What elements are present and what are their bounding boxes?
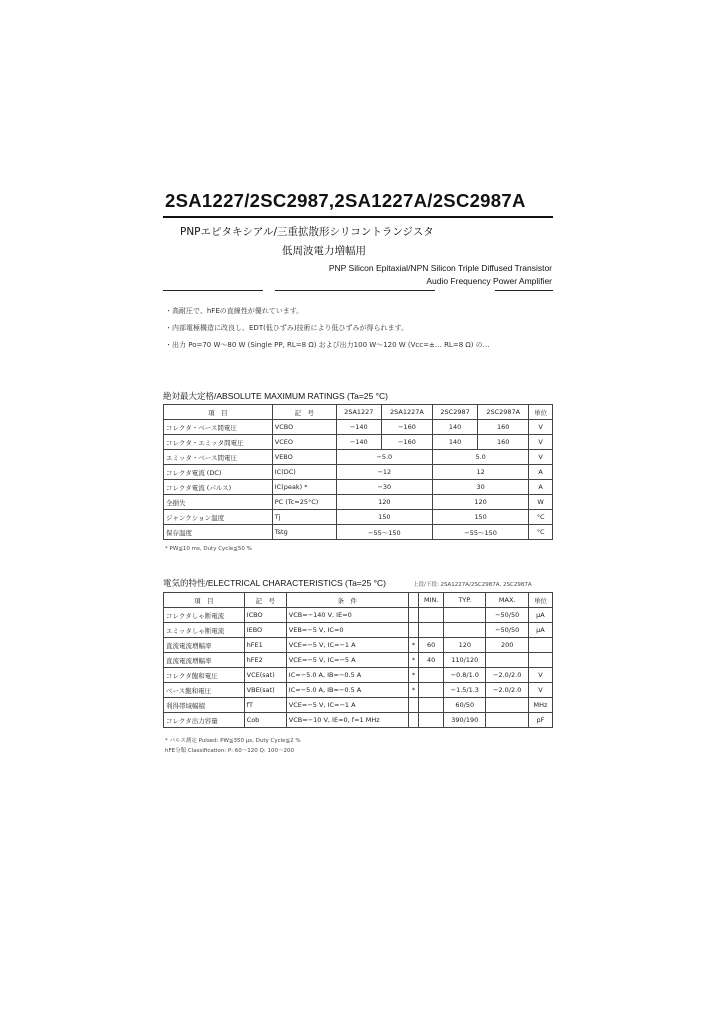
abs-max-table	[163, 404, 553, 540]
table-cell: 40	[419, 653, 444, 668]
table-cell: −160	[381, 435, 432, 450]
table-cell	[528, 638, 552, 653]
abs-note: * PW≦10 ms, Duty Cycle≦50 %	[165, 546, 252, 552]
table-cell	[486, 698, 528, 713]
table-cell: A	[529, 480, 553, 495]
table-row	[164, 653, 553, 668]
table-cell: 200	[486, 638, 528, 653]
table-cell: VBE(sat)	[244, 683, 286, 698]
table-cell: *	[408, 683, 419, 698]
subtitle-en: PNP Silicon Epitaxial/NPN Silicon Triple Diffused Transistor	[328, 263, 552, 273]
table-cell: V	[529, 420, 553, 435]
table-cell: 単位	[529, 405, 553, 420]
table-cell: 120	[432, 495, 528, 510]
table-row	[164, 420, 553, 435]
feature-line: ・内部電極構造に改良し、EDT(低ひずみ)技術により低ひずみが得られます。	[165, 324, 408, 332]
table-row	[164, 495, 553, 510]
table-cell: 150	[336, 510, 432, 525]
table-row	[164, 608, 553, 623]
table-cell: −140	[336, 420, 381, 435]
table-cell: 12	[432, 465, 528, 480]
table-cell	[419, 683, 444, 698]
table-cell: μA	[528, 608, 552, 623]
table-cell	[528, 653, 552, 668]
table-cell: A	[529, 465, 553, 480]
divider	[495, 290, 553, 291]
table-row	[164, 450, 553, 465]
elec-table	[163, 592, 553, 728]
table-cell: コレクタ飽和電圧	[164, 668, 245, 683]
table-cell: °C	[529, 510, 553, 525]
table-cell: IC(peak) *	[272, 480, 336, 495]
table-cell: 記 号	[244, 593, 286, 608]
table-cell: IC(DC)	[272, 465, 336, 480]
table-row	[164, 593, 553, 608]
table-cell: ベース飽和電圧	[164, 683, 245, 698]
table-cell: VCB=−10 V, IE=0, f=1 MHz	[286, 713, 408, 728]
divider	[275, 290, 435, 291]
table-cell	[408, 713, 419, 728]
table-cell: 140	[432, 435, 477, 450]
divider	[163, 290, 263, 291]
table-cell: 直流電流増幅率	[164, 653, 245, 668]
table-cell: 項 目	[164, 593, 245, 608]
table-cell: 150	[432, 510, 528, 525]
table-cell	[408, 698, 419, 713]
table-cell: −55～150	[336, 525, 432, 540]
table-cell: 5.0	[432, 450, 528, 465]
table-cell: V	[529, 435, 553, 450]
table-cell: 160	[478, 420, 529, 435]
table-cell	[444, 608, 486, 623]
table-cell: MAX.	[486, 593, 528, 608]
table-cell: エミッタ・ベース間電圧	[164, 450, 273, 465]
table-row	[164, 525, 553, 540]
table-cell	[408, 623, 419, 638]
elec-side-note: 上段/下段: 2SA1227A/2SC2987A, 2SC2987A	[413, 582, 532, 588]
table-cell: コレクタ出力容量	[164, 713, 245, 728]
table-cell: μA	[528, 623, 552, 638]
table-row	[164, 405, 553, 420]
table-cell: 保存温度	[164, 525, 273, 540]
table-cell: Tj	[272, 510, 336, 525]
table-cell: pF	[528, 713, 552, 728]
subtitle-jp: PNPエピタキシアル/三重拡散形シリコントランジスタ	[180, 226, 434, 238]
table-cell: 140	[432, 420, 477, 435]
table-cell: 2SA1227A	[381, 405, 432, 420]
table-cell: コレクタしゃ断電流	[164, 608, 245, 623]
table-cell: ICBO	[244, 608, 286, 623]
table-cell: 110/120	[444, 653, 486, 668]
table-cell	[419, 713, 444, 728]
table-cell	[408, 608, 419, 623]
table-cell: 60	[419, 638, 444, 653]
table-cell: IEBO	[244, 623, 286, 638]
table-cell: fT	[244, 698, 286, 713]
table-cell: 2SA1227	[336, 405, 381, 420]
table-cell	[486, 653, 528, 668]
table-cell: MIN.	[419, 593, 444, 608]
table-row	[164, 623, 553, 638]
feature-line: ・出力 Po=70 W～80 W (Single PP, RL=8 Ω) および出力100 W～120 W (Vcc=±… RL=8 Ω) の…	[165, 341, 490, 349]
table-cell: MHz	[528, 698, 552, 713]
table-cell: *	[408, 653, 419, 668]
table-row	[164, 480, 553, 495]
table-cell: 直流電流増幅率	[164, 638, 245, 653]
table-cell: 120	[444, 638, 486, 653]
table-cell: 30	[432, 480, 528, 495]
table-cell: −1.5/1.3	[444, 683, 486, 698]
table-cell: VCEO	[272, 435, 336, 450]
usage-jp: 低周波電力増幅用	[282, 245, 366, 257]
table-cell: IC=−5.0 A, IB=−0.5 A	[286, 683, 408, 698]
table-cell: V	[528, 668, 552, 683]
table-cell: 条 件	[286, 593, 408, 608]
table-cell: Tstg	[272, 525, 336, 540]
table-cell: VEBO	[272, 450, 336, 465]
table-cell: hFE2	[244, 653, 286, 668]
table-cell: −55～150	[432, 525, 528, 540]
table-cell: VCB=−140 V, IE=0	[286, 608, 408, 623]
elec-note: hFE分類 Classification: P: 60～120 Q: 100～200	[165, 748, 294, 754]
table-row	[164, 465, 553, 480]
table-cell: エミッタしゃ断電流	[164, 623, 245, 638]
elec-note: * パルス測定 Pulsed: PW≦350 μs, Duty Cycle≦2 %	[165, 738, 301, 744]
table-cell: TYP.	[444, 593, 486, 608]
table-cell	[419, 608, 444, 623]
table-row	[164, 638, 553, 653]
table-cell: Cob	[244, 713, 286, 728]
table-cell: hFE1	[244, 638, 286, 653]
table-cell: ジャンクション温度	[164, 510, 273, 525]
table-cell: V	[529, 450, 553, 465]
table-cell	[419, 623, 444, 638]
table-cell: 160	[478, 435, 529, 450]
elec-heading: 電気的特性/ELECTRICAL CHARACTERISTICS (Ta=25 °C)	[163, 578, 386, 588]
table-cell: 項 目	[164, 405, 273, 420]
table-cell: *	[408, 668, 419, 683]
table-cell: *	[408, 638, 419, 653]
title-rule	[163, 216, 553, 218]
table-cell: コレクタ電流 (DC)	[164, 465, 273, 480]
table-cell: 2SC2987A	[478, 405, 529, 420]
table-cell: −30	[336, 480, 432, 495]
table-cell: −12	[336, 465, 432, 480]
table-cell: PC (Tc=25°C)	[272, 495, 336, 510]
table-cell	[444, 623, 486, 638]
table-cell: VCE=−5 V, IC=−1 A	[286, 638, 408, 653]
table-cell: °C	[529, 525, 553, 540]
table-cell: 2SC2987	[432, 405, 477, 420]
table-cell: VCE=−5 V, IC=−5 A	[286, 653, 408, 668]
table-cell: 利得帯域幅積	[164, 698, 245, 713]
table-row	[164, 713, 553, 728]
table-cell: −50/50	[486, 608, 528, 623]
table-cell: 390/190	[444, 713, 486, 728]
table-row	[164, 683, 553, 698]
table-cell: −50/50	[486, 623, 528, 638]
table-cell: VEB=−5 V, IC=0	[286, 623, 408, 638]
table-row	[164, 435, 553, 450]
usage-en: Audio Frequency Power Amplifier	[426, 276, 552, 286]
table-cell: 単位	[528, 593, 552, 608]
table-cell: 120	[336, 495, 432, 510]
table-cell: VCBO	[272, 420, 336, 435]
table-cell: −0.8/1.0	[444, 668, 486, 683]
abs-max-heading: 絶対最大定格/ABSOLUTE MAXIMUM RATINGS (Ta=25 °C)	[163, 391, 388, 401]
table-cell: −160	[381, 420, 432, 435]
table-row	[164, 698, 553, 713]
table-cell: コレクタ・ベース間電圧	[164, 420, 273, 435]
table-cell: VCE(sat)	[244, 668, 286, 683]
table-cell: −2.0/2.0	[486, 683, 528, 698]
table-cell: コレクタ・エミッタ間電圧	[164, 435, 273, 450]
table-cell: V	[528, 683, 552, 698]
table-cell: −2.0/2.0	[486, 668, 528, 683]
table-cell: 記 号	[272, 405, 336, 420]
table-cell: 60/50	[444, 698, 486, 713]
table-cell	[419, 668, 444, 683]
table-cell: −5.0	[336, 450, 432, 465]
table-cell	[419, 698, 444, 713]
table-cell: W	[529, 495, 553, 510]
table-cell: コレクタ電流 (パルス)	[164, 480, 273, 495]
table-row	[164, 510, 553, 525]
feature-line: ・高耐圧で、hFEの直線性が優れています。	[165, 307, 304, 315]
page-title: 2SA1227/2SC2987,2SA1227A/2SC2987A	[165, 190, 526, 211]
table-row	[164, 668, 553, 683]
table-cell: VCE=−5 V, IC=−1 A	[286, 698, 408, 713]
table-cell: 全損失	[164, 495, 273, 510]
table-cell: IC=−5.0 A, IB=−0.5 A	[286, 668, 408, 683]
table-cell	[486, 713, 528, 728]
table-cell	[408, 593, 419, 608]
table-cell: −140	[336, 435, 381, 450]
